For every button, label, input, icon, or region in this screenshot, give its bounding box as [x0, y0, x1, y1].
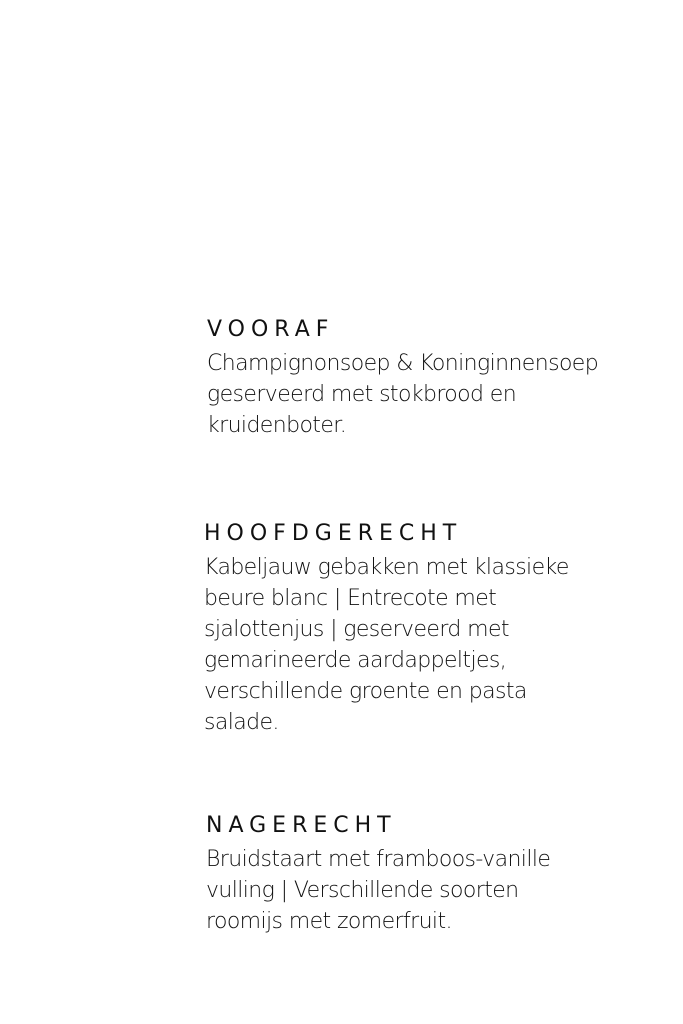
section-title-nagerecht: NAGERECHT — [206, 813, 397, 838]
menu-section-hoofdgerecht — [204, 520, 644, 738]
menu-section-vooraf — [207, 316, 647, 441]
section-description-hoofdgerecht: Kabeljauw gebakken met klassieke beure blanc | Entrecote met sjalottenjus | geserveerd met gemarineerde aardappeltjes, verschillende groente en pasta salade. — [204, 555, 569, 735]
menu-section-nagerecht — [206, 812, 646, 937]
section-description-vooraf: Champignonsoep & Koninginnensoep geserveerd met stokbrood en kruidenboter. — [207, 351, 599, 438]
section-description-nagerecht: Bruidstaart met framboos-vanille vulling | Verschillende soorten roomijs met zomerfruit. — [206, 847, 551, 934]
section-title-vooraf: VOORAF — [207, 317, 335, 342]
section-title-hoofdgerecht: HOOFDGERECHT — [204, 521, 463, 546]
